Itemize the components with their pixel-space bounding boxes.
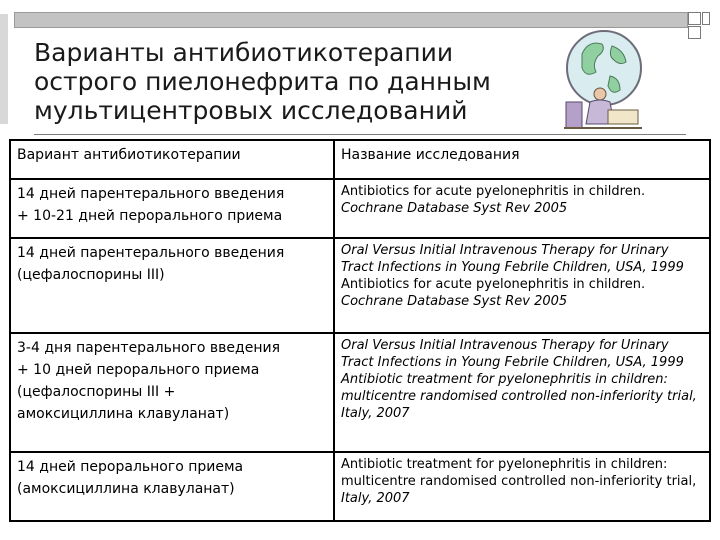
study-cell xyxy=(334,333,710,452)
study-source: Italy, 2007 xyxy=(341,406,410,421)
table-row xyxy=(10,333,710,452)
globe-with-figure-icon xyxy=(560,24,644,134)
study-title: Oral Versus Initial Intravenous Therapy for Urinary Tract Infections in Young Febrile Children, xyxy=(341,338,669,370)
slide-title xyxy=(34,38,554,125)
slide-side-bar xyxy=(0,14,8,124)
variant-cell xyxy=(10,452,334,521)
antibiotic-therapy-table xyxy=(9,139,711,522)
study-cell xyxy=(334,238,710,333)
study-reference xyxy=(341,371,703,422)
study-title: Antibiotic treatment for pyelonephritis in children: multicentre randomised controlled non-inferiority trial, xyxy=(341,457,697,489)
slide-corner-square xyxy=(688,12,701,25)
study-source: Italy, 2007 xyxy=(341,491,410,506)
study-title: Oral Versus Initial Intravenous Therapy for Urinary Tract Infections in Young Febrile Children, xyxy=(341,243,669,275)
variant-line: 14 дней перорального приема xyxy=(17,459,244,475)
table-header-row xyxy=(10,140,710,179)
variant-line: + 10 дней перорального приема xyxy=(17,362,260,378)
study-cell xyxy=(334,452,710,521)
study-reference xyxy=(341,183,703,217)
slide-corner-square xyxy=(702,12,710,25)
column-header-variant: Вариант антибиотикотерапии xyxy=(10,140,334,179)
slide-corner-square xyxy=(688,26,701,39)
study-title: Antibiotics for acute pyelonephritis in children. xyxy=(341,277,646,292)
study-cell xyxy=(334,179,710,238)
variant-line: 3-4 дня парентерального введения xyxy=(17,340,281,356)
variant-line: (цефалоспорины III) xyxy=(17,267,165,283)
title-line: Варианты антибиотикотерапии xyxy=(34,38,454,67)
table-row xyxy=(10,179,710,238)
study-source: Cochrane Database Syst Rev 2005 xyxy=(341,294,568,309)
study-reference xyxy=(341,456,703,507)
study-reference xyxy=(341,337,703,371)
study-source: Cochrane Database Syst Rev 2005 xyxy=(341,201,568,216)
variant-cell xyxy=(10,238,334,333)
study-source: USA, 1999 xyxy=(615,355,684,370)
study-title: Antibiotics for acute pyelonephritis in children. xyxy=(341,184,646,199)
variant-line: + 10-21 дней перорального приема xyxy=(17,208,283,224)
variant-line: амоксициллина клавуланат) xyxy=(17,406,230,422)
column-header-study: Название исследования xyxy=(334,140,710,179)
table-row xyxy=(10,238,710,333)
variant-cell xyxy=(10,333,334,452)
variant-line: (амоксициллина клавуланат) xyxy=(17,481,235,497)
study-reference xyxy=(341,242,703,276)
study-reference xyxy=(341,276,703,310)
variant-cell xyxy=(10,179,334,238)
title-line: острого пиелонефрита по данным xyxy=(34,67,491,96)
study-title: Antibiotic treatment for pyelonephritis in children: multicentre randomised controlled non-inferiority trial, xyxy=(341,372,697,404)
study-source: USA, 1999 xyxy=(615,260,684,275)
table-row xyxy=(10,452,710,521)
variant-line: 14 дней парентерального введения xyxy=(17,186,285,202)
title-line: мультицентровых исследований xyxy=(34,96,468,125)
variant-line: 14 дней парентерального введения xyxy=(17,245,285,261)
variant-line: (цефалоспорины III + xyxy=(17,384,176,400)
title-divider xyxy=(34,134,686,135)
